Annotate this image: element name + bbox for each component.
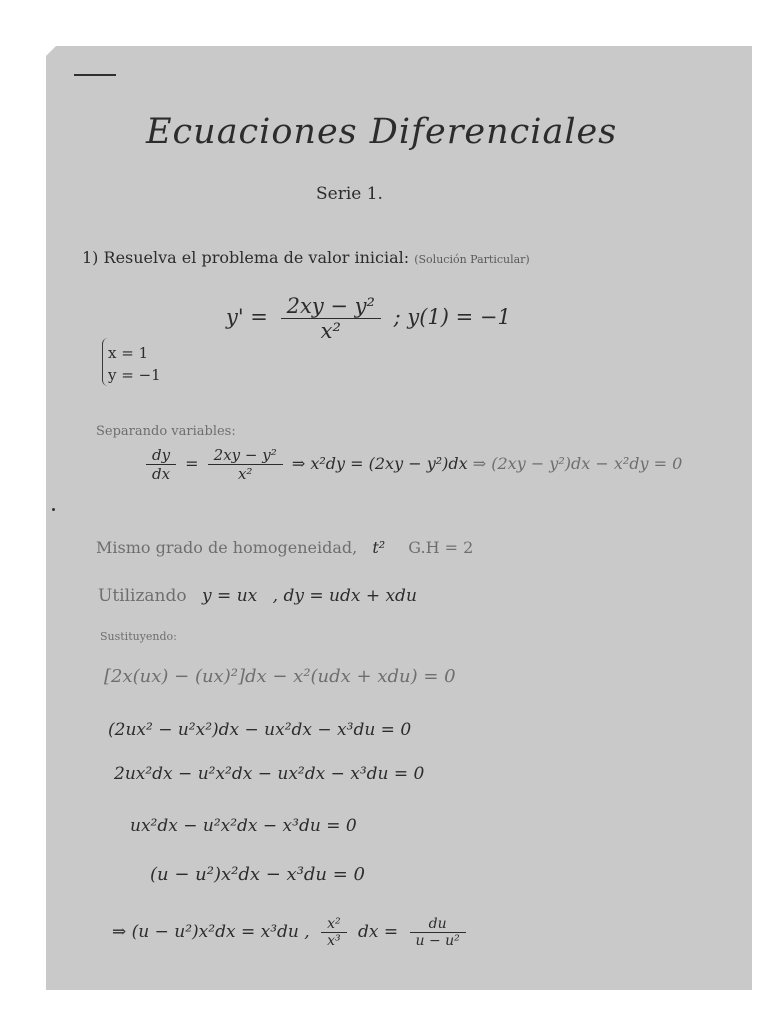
equation-fraction xyxy=(281,294,381,343)
initial-values xyxy=(108,342,161,386)
final-line xyxy=(112,916,472,949)
page-corner-fold xyxy=(46,46,56,56)
final-fraction-u xyxy=(410,916,466,949)
problem-text: Resuelva el problema de valor inicial: xyxy=(103,248,410,267)
substitution-du: , dy = udx + xdu xyxy=(272,586,417,606)
step-3: 2ux²dx − u²x²dx − ux²dx − x³du = 0 xyxy=(114,764,425,784)
substitution-u: y = ux xyxy=(202,586,258,606)
substitution-line xyxy=(98,586,417,606)
rhs-fraction xyxy=(208,446,283,483)
margin-dot xyxy=(52,508,55,511)
dy-dx-fraction xyxy=(146,446,176,483)
main-equation xyxy=(226,294,511,343)
substituting-label: Sustituyendo: xyxy=(100,630,177,643)
equation-numerator: 2xy − y² xyxy=(281,294,381,319)
final-u-numerator: du xyxy=(410,916,466,933)
homogeneity-line xyxy=(96,538,473,557)
page-title: Ecuaciones Diferenciales xyxy=(146,112,618,152)
equation-denominator: x² xyxy=(320,319,341,343)
problem-note: (Solución Particular) xyxy=(414,253,530,266)
notebook-page xyxy=(46,46,752,990)
separation-label: Separando variables: xyxy=(96,424,236,439)
rhs-numerator: 2xy − y² xyxy=(208,446,283,465)
initial-value-y: y = −1 xyxy=(108,366,161,384)
top-dash-mark xyxy=(74,74,116,76)
equals-sign: = xyxy=(185,454,199,473)
final-fraction-x xyxy=(321,916,347,949)
final-x-numerator: x² xyxy=(321,916,347,933)
problem-number: 1) xyxy=(82,248,99,267)
page-subtitle: Serie 1. xyxy=(316,184,383,204)
initial-value-x: x = 1 xyxy=(108,344,149,362)
separation-equation xyxy=(142,446,682,483)
final-dx: dx = xyxy=(357,922,399,942)
final-x-denominator: x³ xyxy=(327,933,341,949)
substitution-using: Utilizando xyxy=(98,586,187,606)
equation-lhs: y' = xyxy=(226,305,268,329)
step-1: [2x(ux) − (ux)²]dx − x²(udx + xdu) = 0 xyxy=(104,666,456,687)
final-u-denominator: u − u² xyxy=(415,933,460,949)
homogeneity-text: Mismo grado de homogeneidad, xyxy=(96,538,358,557)
step-5: (u − u²)x²dx − x³du = 0 xyxy=(150,864,365,885)
final-left: ⇒ (u − u²)x²dx = x³du , xyxy=(112,922,310,942)
rhs-denominator: x² xyxy=(237,465,253,483)
separation-result: ⇒ x²dy = (2xy − y²)dx xyxy=(291,454,468,473)
initial-condition: ; y(1) = −1 xyxy=(393,305,511,329)
problem-statement xyxy=(82,248,530,267)
dx-denominator: dx xyxy=(152,465,171,483)
homogeneity-factor: t² xyxy=(372,538,386,557)
separation-result-rearranged: ⇒ (2xy − y²)dx − x²dy = 0 xyxy=(472,454,683,473)
homogeneity-degree: G.H = 2 xyxy=(408,538,474,557)
step-4: ux²dx − u²x²dx − x³du = 0 xyxy=(130,816,357,836)
dy-numerator: dy xyxy=(146,446,176,465)
step-2: (2ux² − u²x²)dx − ux²dx − x³du = 0 xyxy=(108,720,412,740)
